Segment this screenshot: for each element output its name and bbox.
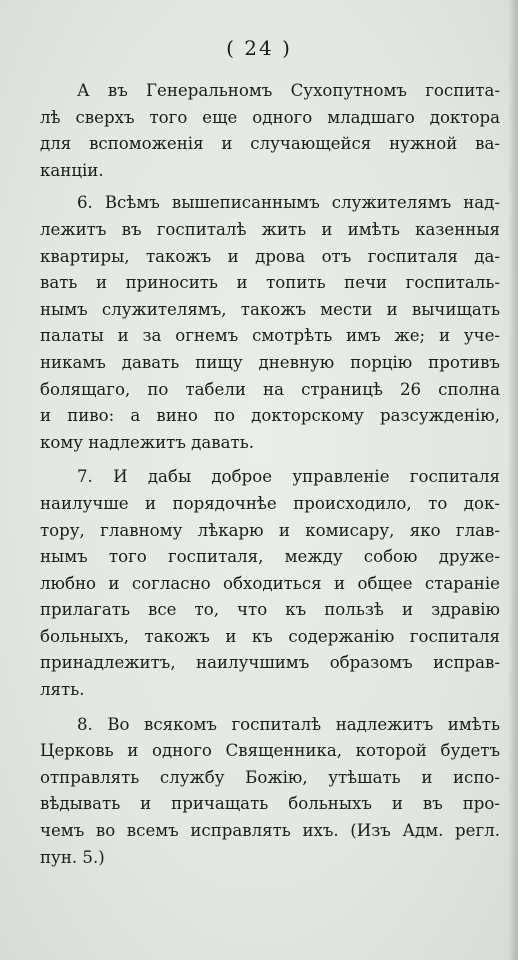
text-line: болящаго, по табели на страницѣ 26 сполна	[40, 379, 500, 399]
text-line: лять.	[40, 680, 85, 700]
text-line: прилагать все то, что къ пользѣ и здравію	[40, 600, 500, 620]
text-line: 6. Всѣмъ вышеписаннымъ служителямъ над-	[77, 193, 500, 213]
text-line: для вспоможенія и случающейся нужной ва-	[40, 134, 500, 154]
paragraph	[40, 190, 500, 456]
text-line: 7. И дабы доброе управленіе госпиталя	[77, 467, 500, 487]
text-line: квартиры, такожъ и дрова отъ госпиталя да-	[40, 246, 500, 266]
text-line: и пиво: а вино по докторскому разсужденію,	[40, 406, 500, 426]
text-line: вѣдывать и причащать больныхъ и въ про-	[40, 794, 500, 814]
text-line: кому надлежитъ давать.	[40, 432, 255, 452]
text-line: никамъ давать пищу дневную порцію противъ	[40, 352, 500, 372]
text-line: тору, главному лѣкарю и комисару, яко глав-	[40, 520, 500, 540]
page-edge-shadow	[508, 0, 518, 960]
text-line: лежитъ въ госпиталѣ жить и имѣть казенныя	[40, 219, 500, 239]
text-line: А въ Генеральномъ Сухопутномъ госпита-	[77, 81, 500, 100]
text-line: нымъ служителямъ, такожъ мести и вычищать	[40, 299, 500, 319]
text-line: больныхъ, такожъ и къ содержанію госпиталя	[40, 626, 500, 646]
paragraph	[40, 464, 500, 703]
text-line: лѣ сверхъ того еще одного младшаго доктора	[40, 107, 500, 127]
text-line: 8. Во всякомъ госпиталѣ надлежитъ имѣть	[77, 714, 500, 734]
text-line: канціи.	[40, 160, 104, 180]
text-line: любно и согласно обходиться и общее стараніе	[40, 573, 500, 593]
text-line: принадлежитъ, наилучшимъ образомъ исправ-	[40, 653, 500, 673]
paragraph	[40, 78, 500, 184]
text-line: палаты и за огнемъ смотрѣть имъ же; и уче-	[40, 326, 500, 346]
text-line: отправлять службу Божію, утѣшать и испо-	[40, 767, 500, 787]
text-line: Церковь и одного Священника, которой будетъ	[40, 741, 500, 761]
text-line: нымъ того госпиталя, между собою друже-	[40, 547, 500, 567]
text-line: наилучше и порядочнѣе происходило, то док-	[40, 493, 500, 513]
paragraph	[40, 712, 500, 872]
page-body	[40, 78, 500, 871]
text-line: вать и приносить и топить печи госпиталь-	[40, 273, 500, 293]
page-number: ( 24 )	[226, 36, 292, 60]
text-line: пун. 5.)	[40, 847, 105, 867]
text-line: чемъ во всемъ исправлять ихъ. (Изъ Адм. регл.	[40, 821, 500, 841]
